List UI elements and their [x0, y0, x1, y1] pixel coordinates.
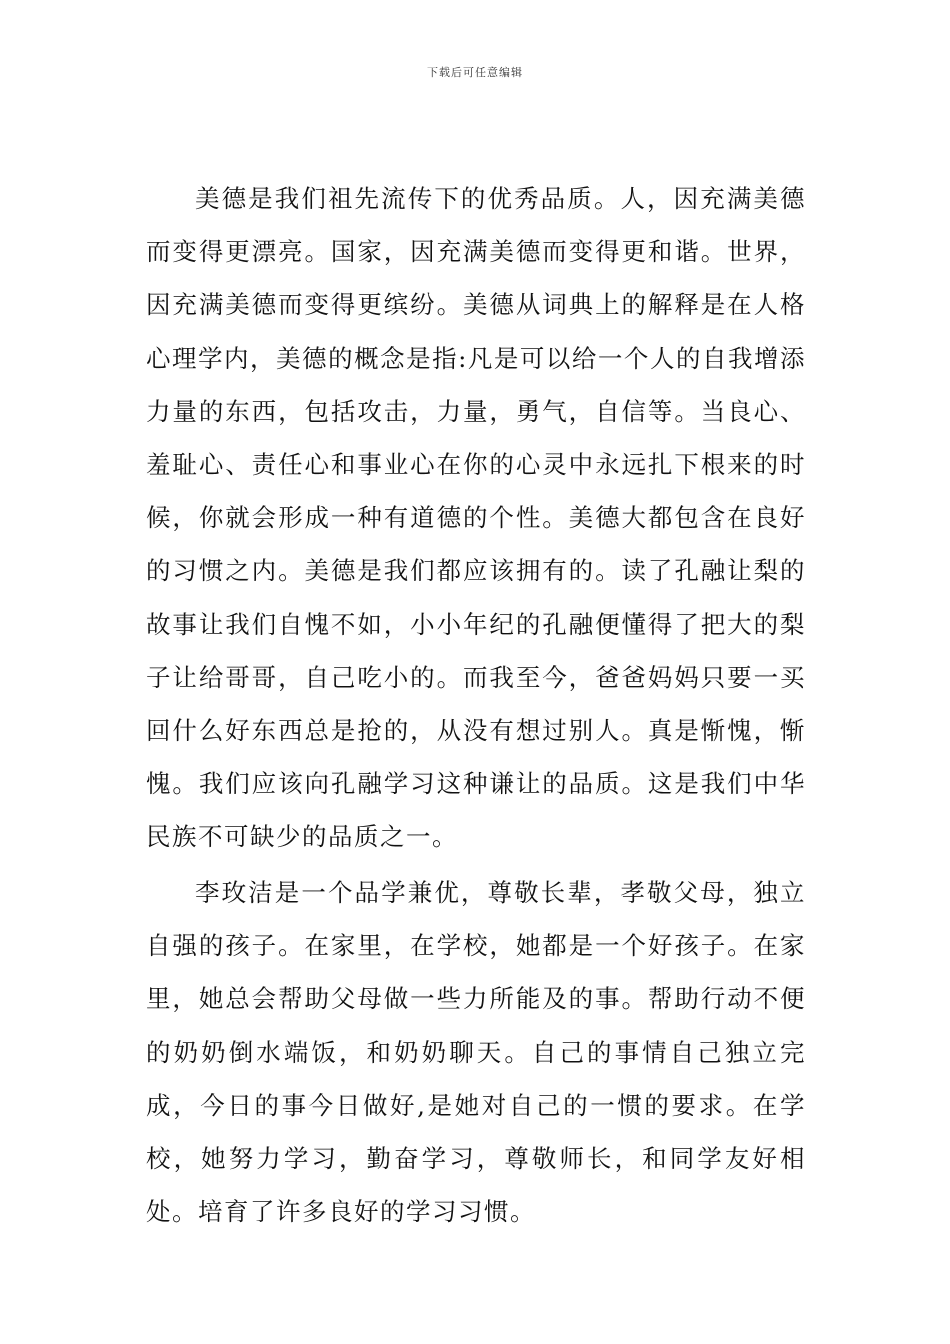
page-header: 下载后可任意编辑	[427, 66, 523, 79]
body-paragraph-1: 美德是我们祖先流传下的优秀品质。人，因充满美德而变得更漂亮。国家，因充满美德而变得更和谐。世界，因充满美德而变得更缤纷。美德从词典上的解释是在人格心理学内，美德的概念是指:凡是可以给一个人的自我增添力量的东西，包括攻击，力量，勇气，自信等。当良心、羞耻心、责任心和事业心在你的心灵中永远扎下根来的时候，你就会形成一种有道德的个性。美德大都包含在良好的习惯之内。美德是我们都应该拥有的。读了孔融让梨的故事让我们自愧不如，小小年纪的孔融便懂得了把大的梨子让给哥哥，自己吃小的。而我至今，爸爸妈妈只要一买回什么好东西总是抢的，从没有想过别人。真是惭愧，惭愧。我们应该向孔融学习这种谦让的品质。这是我们中华民族不可缺少的品质之一。	[146, 184, 806, 852]
body-paragraph-2: 李玫洁是一个品学兼优，尊敬长辈，孝敬父母，独立自强的孩子。在家里，在学校，她都是一个好孩子。在家里，她总会帮助父母做一些力所能及的事。帮助行动不便的奶奶倒水端饭，和奶奶聊天。自己的事情自己独立完成，今日的事今日做好,是她对自己的一惯的要求。在学校，她努力学习，勤奋学习，尊敬师长，和同学友好相处。培育了许多良好的学习习惯。	[146, 878, 806, 1227]
